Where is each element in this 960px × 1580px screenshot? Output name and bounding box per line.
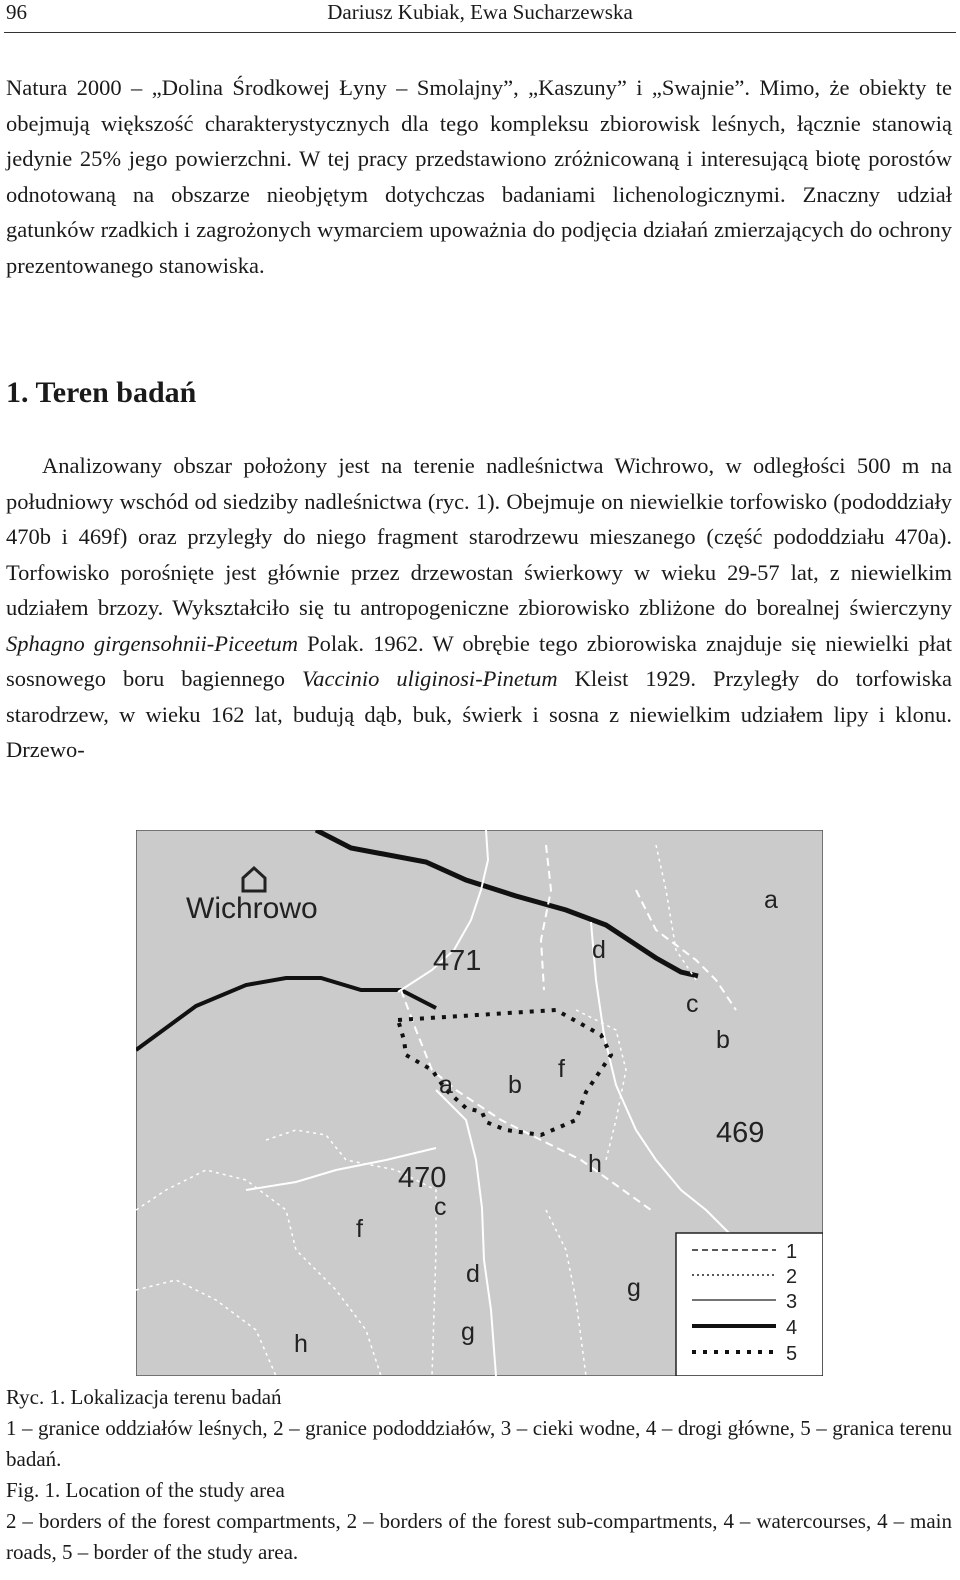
sub-label: c [686,990,699,1018]
sub-label: c [434,1193,447,1221]
sub-label: h [294,1330,308,1358]
sub-label: b [716,1026,730,1054]
figure-caption-en-legend: 2 – borders of the forest compartments, 2 – borders of the forest sub-compartments, 4 – watercourses, 4 – main roads, 5 – border of the study area. [6,1509,952,1564]
figure-caption-en-title: Fig. 1. Location of the study area [6,1478,285,1502]
figure-caption-pl-title: Ryc. 1. Lokalizacja terenu badań [6,1385,282,1409]
compartment-label: 469 [716,1117,765,1149]
sub-label: h [588,1150,602,1178]
svg-text:2: 2 [786,1266,798,1288]
intro-paragraph: Natura 2000 – „Dolina Środkowej Łyny – Smolajny”, „Kaszuny” i „Swajnie”. Mimo, że obiekty te obejmują większość charakterystycznych dla tego kompleksu zbiorowisk leśnych, łącznie stanowią jedynie 25% jego powierzchni. W tej pracy przedstawiono zróżnicowaną i interesującą biotę porostów odnotowaną na obszarze nieobjętym dotychczas badaniami lichenologicznymi. Znaczny udział gatunków rzadkich i zagrożonych wymarciem upoważnia do podjęcia działań zmierzających do ochrony prezentowanego stanowiska. [6,75,952,278]
compartment-label: 471 [433,945,482,977]
svg-text:5: 5 [786,1343,798,1365]
sub-label: f [356,1215,363,1243]
study-area-paragraph: Analizowany obszar położony jest na terenie nadleśnictwa Wichrowo, w odległości 500 m na południowy wschód od siedziby nadleśnictwa (ryc. 1). Obejmuje on niewielkie torfowisko (pododdziały 470b i 469f) oraz przyległy do niego fragment starodrzewu mieszanego (część pododdziału 470a). Torfowisko porośnięte jest głównie przez drzewostan świerkowy w wieku 29-57 lat, z niewielkim udziałem brzozy. Wykształciło się tu antropogeniczne zbiorowisko zbliżone do borealnej świerczyny Sphagno girgensohnii-Piceetum Polak. 1962. W obrębie tego zbiorowiska znajduje się niewielki płat sosnowego boru bagiennego Vaccinio uliginosi-Pinetum Kleist 1929. Przyległy do torfowiska starodrzew, w wieku 162 lat, budują dąb, buk, świerk i sosna z niewielkim udziałem lipy i klonu. Drzewo- [6,453,952,762]
page-number: 96 [6,0,27,24]
sub-label: g [627,1274,641,1302]
running-header [0,0,960,34]
sub-label: b [508,1071,522,1099]
sub-label: g [461,1318,475,1346]
running-authors: Dariusz Kubiak, Ewa Sucharzewska [327,0,633,24]
svg-text:3: 3 [786,1291,798,1313]
sub-label: a [439,1071,453,1099]
sub-label: d [592,936,606,964]
figure-caption-pl-legend: 1 – granice oddziałów leśnych, 2 – granice pododdziałów, 3 – cieki wodne, 4 – drogi główne, 5 – granica terenu badań. [6,1416,952,1471]
header-rule [4,32,956,33]
compartment-label: 470 [398,1162,447,1194]
sub-label: a [764,886,778,914]
map-legend [676,1233,823,1376]
sub-label: f [558,1055,565,1083]
syntaxon-name: Sphagno girgensohnii-Piceetum [6,630,298,656]
svg-text:1: 1 [786,1241,798,1263]
sub-label: d [466,1260,480,1288]
syntaxon-name: Vaccinio uliginosi-Pinetum [301,666,558,691]
svg-text:4: 4 [786,1317,798,1339]
section-heading: 1. Teren badań [6,376,197,409]
study-area-map [136,830,823,1376]
town-label: Wichrowo [186,892,318,925]
